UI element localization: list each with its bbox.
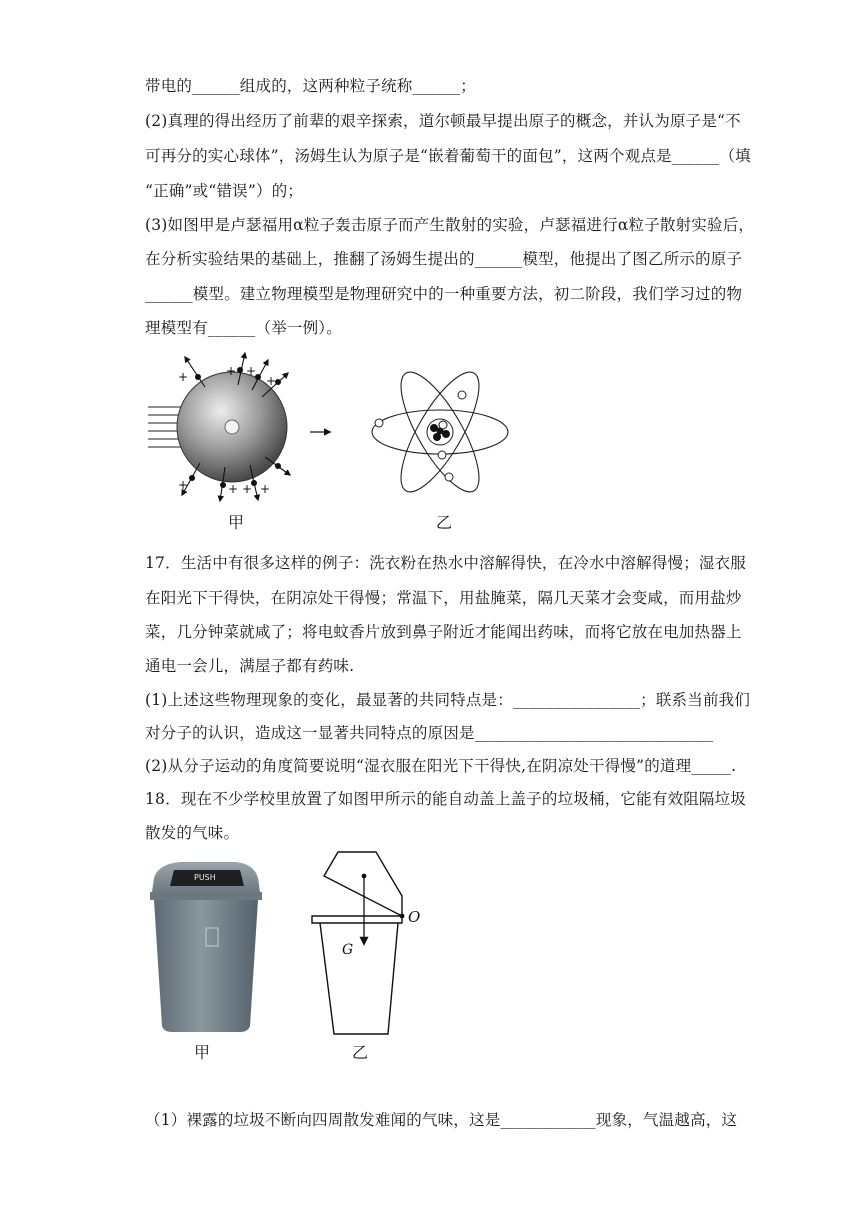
- lever-diagram: [312, 852, 402, 1034]
- figure1-caption-b: 乙: [436, 513, 453, 532]
- pivot-point: [400, 914, 405, 919]
- svg-text:+: +: [178, 370, 189, 384]
- text-line: 带电的______组成的，这两种粒子统称______；: [145, 77, 476, 95]
- pivot-label: O: [408, 908, 421, 926]
- text-line: 17．生活中有很多这样的例子：洗衣粉在热水中溶解得快，在冷水中溶解得慢；湿衣服: [145, 554, 747, 572]
- figure2-caption-a: 甲: [194, 1043, 211, 1062]
- svg-text:+: +: [260, 482, 271, 496]
- text-line: 散发的气味。: [145, 824, 240, 842]
- text-line: ______模型。建立物理模型是物理研究中的一种重要方法，初二阶段，我们学习过的物: [145, 285, 743, 303]
- atom-nucleus: [427, 419, 453, 445]
- svg-text:+: +: [178, 478, 189, 492]
- svg-text:+: +: [226, 364, 237, 378]
- text-line: 理模型有______（举一例）。: [145, 319, 342, 337]
- text-line: 在分析实验结果的基础上，推翻了汤姆生提出的______模型，他提出了图乙所示的原子: [145, 250, 743, 268]
- text-line: (1)上述这些物理现象的变化，最显著的共同特点是：________________；联系当前我们: [145, 691, 751, 709]
- trash-bin-photo: [150, 862, 262, 1032]
- svg-text:+: +: [246, 364, 257, 378]
- text-line: 可再分的实心球体”，汤姆生认为原子是“嵌着葡萄干的面包”，这两个观点是______（填: [145, 147, 751, 165]
- figure2-caption-b: 乙: [352, 1043, 369, 1062]
- text-line: 对分子的认识，造成这一显著共同特点的原因是______________________________: [145, 724, 714, 742]
- center-of-gravity: [362, 874, 367, 879]
- text-line: 18．现在不少学校里放置了如图甲所示的能自动盖上盖子的垃圾桶，它能有效阻隔垃圾: [145, 790, 747, 808]
- svg-text:+: +: [266, 374, 277, 388]
- svg-text:+: +: [242, 482, 253, 496]
- nucleus-dot: [225, 420, 239, 434]
- text-line: (3)如图甲是卢瑟福用α粒子轰击原子而产生散射的实验，卢瑟福进行α粒子散射实验后，: [145, 216, 755, 234]
- force-label: G: [342, 942, 354, 958]
- push-label: PUSH: [194, 873, 216, 882]
- text-line: 菜，几分钟菜就咸了；将电蚊香片放到鼻子附近才能闻出药味，而将它放在电加热器上: [145, 623, 742, 641]
- text-line: 在阳光下干得快，在阴凉处干得慢；常温下，用盐腌菜，隔几天菜才会变咸，而用盐炒: [145, 589, 742, 607]
- figure1-caption-a: 甲: [228, 513, 245, 532]
- text-line: 通电一会儿，满屋子都有药味.: [145, 657, 355, 675]
- alpha-scattering-figure: [140, 345, 520, 505]
- text-line: (2)从分子运动的角度简要说明“湿衣服在阳光下干得快,在阴凉处干得慢”的道理_____.: [145, 757, 737, 775]
- svg-text:+: +: [228, 482, 239, 496]
- trash-bin-figure: [140, 848, 440, 1038]
- text-line: “正确”或“错误”）的；: [145, 182, 304, 200]
- text-line: （1）裸露的垃圾不断向四周散发难闻的气味，这是____________现象，气温越高，这: [145, 1111, 738, 1129]
- text-line: (2)真理的得出经历了前辈的艰辛探索，道尔顿最早提出原子的概念，并认为原子是“不: [145, 112, 741, 130]
